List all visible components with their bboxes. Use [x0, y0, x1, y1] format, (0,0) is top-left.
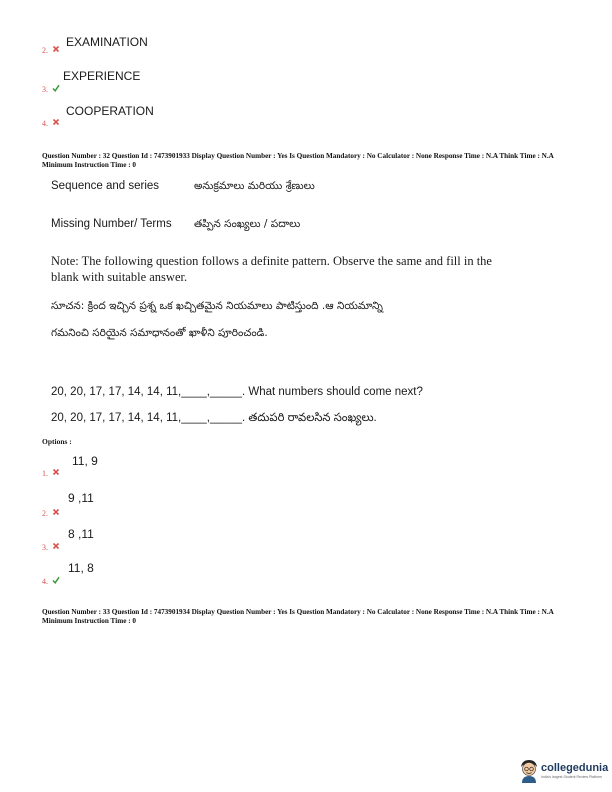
prev-option-3 [42, 79, 60, 97]
wrong-mark-icon [52, 508, 60, 516]
option-number: 2. [42, 46, 48, 55]
options-label: Options : [42, 437, 72, 446]
prev-option-4 [42, 113, 60, 131]
wrong-mark-icon [52, 45, 60, 53]
logo-tagline: India's largest Student Review Platform [541, 775, 602, 779]
prev-option-text: COOPERATION [66, 104, 154, 118]
wrong-mark-icon [52, 468, 60, 476]
option-text: 9 ,11 [68, 491, 94, 505]
option-1[interactable] [42, 463, 60, 481]
question-meta: Question Number : 33 Question Id : 7473901934 Display Question Number : Yes Is Question Mandatory : No Calculator : None Response Time : N.A Think Time : N.A Minimum Instruction Time : 0 [42, 608, 554, 625]
option-number: 3. [42, 543, 48, 552]
option-number: 2. [42, 509, 48, 518]
note-english: Note: The following question follows a definite pattern. Observe the same and fill in the blank with suitable answer. [51, 254, 492, 284]
question-english: 20, 20, 17, 17, 14, 14, 11,____,_____. What numbers should come next? [51, 386, 423, 398]
option-2[interactable] [42, 503, 60, 521]
prev-option-text: EXAMINATION [66, 35, 148, 49]
topic-english: Sequence and series [51, 180, 160, 192]
option-number: 1. [42, 469, 48, 478]
subtopic-telugu: తప్పిన సంఖ్యలు / పదాలు [194, 218, 301, 230]
prev-option-2 [42, 40, 60, 58]
option-number: 4. [42, 119, 48, 128]
note-telugu-line1: సూచన: క్రింద ఇచ్చిన ప్రశ్న ఒక ఖచ్చితమైన నియమాలు పాటిస్తుంది .ఆ నియమాన్ని [51, 300, 383, 312]
check-mark-icon [52, 576, 60, 584]
option-4[interactable] [42, 571, 60, 589]
question-meta: Question Number : 32 Question Id : 7473901933 Display Question Number : Yes Is Question Mandatory : No Calculator : None Response Time : N.A Think Time : N.A Minimum Instruction Time : 0 [42, 152, 554, 169]
option-text: 11, 9 [72, 454, 98, 468]
option-text: 8 ,11 [68, 527, 94, 541]
logo-name: collegedunia [541, 762, 609, 774]
note-telugu-line2: గమనించి సరియైన సమాధానంతో ఖాళీని పూరించండి. [51, 327, 268, 339]
student-avatar-icon [518, 758, 540, 784]
prev-option-text: EXPERIENCE [63, 69, 141, 83]
check-mark-icon [52, 84, 60, 92]
wrong-mark-icon [52, 118, 60, 126]
option-text: 11, 8 [68, 561, 94, 575]
subtopic-english: Missing Number/ Terms [51, 218, 172, 230]
wrong-mark-icon [52, 542, 60, 550]
option-number: 4. [42, 577, 48, 586]
option-number: 3. [42, 85, 48, 94]
topic-telugu: అనుక్రమాలు మరియు శ్రేణులు [194, 180, 315, 192]
collegedunia-logo [518, 758, 608, 786]
question-telugu: 20, 20, 17, 17, 14, 14, 11,____,_____. తదుపరి రావలసిన సంఖ్యలు. [51, 412, 377, 424]
option-3[interactable] [42, 537, 60, 555]
